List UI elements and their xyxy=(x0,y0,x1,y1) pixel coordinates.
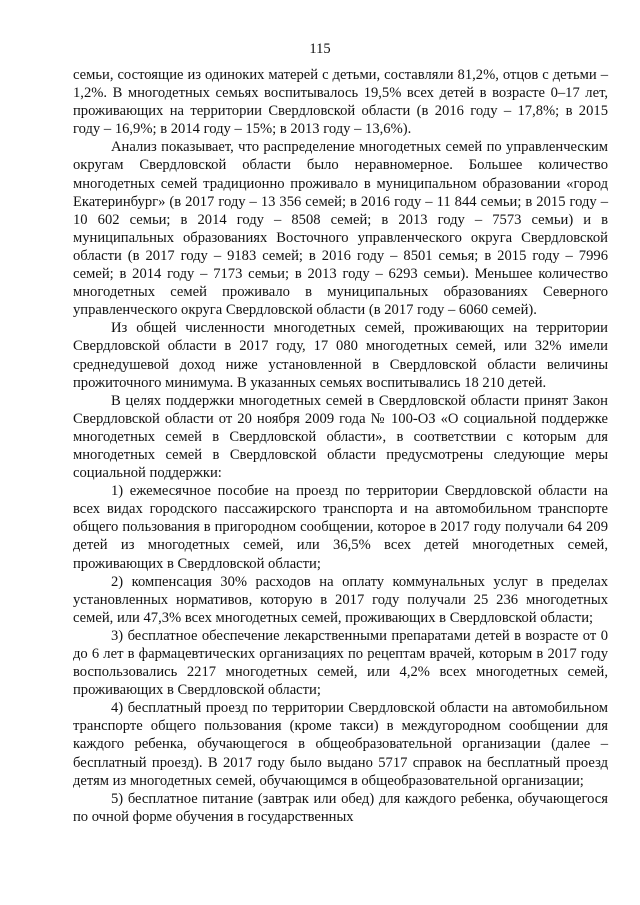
page-number: 115 xyxy=(309,41,331,57)
list-item-free-travel: 4) бесплатный проезд по территории Свердловской области на автомобильном транспорте общего пользования (кроме такси) в междугородном сообщении для каждого ребенка, обучающегося в общеобразовательной организации (далее – бесплатный проезд). В 2017 году было выдано 5717 справок на бесплатный проезд детям из многодетных семей, обучающимся в общеобразовательной организации; xyxy=(73,700,608,789)
list-item-utility-compensation: 2) компенсация 30% расходов на оплату коммунальных услуг в пределах установленных нормативов, которую в 2017 году получали 25 236 многодетных семей, или 47,3% всех многодетных семей, проживающих в Свердловской области; xyxy=(73,573,608,626)
list-item-travel-allowance: 1) ежемесячное пособие на проезд по территории Свердловской области на всех видах городского пассажирского транспорта и на автомобильном транспорте общего пользования в пригородном сообщении, которое в 2017 году получали 64 209 детей из многодетных семей, или 36,5% всех детей многодетных семей, проживающих в Свердловской области; xyxy=(73,483,608,572)
paragraph-low-income-families: Из общей численности многодетных семей, проживающих на территории Свердловской области в 2017 году, 17 080 многодетных семей, или 32% имели среднедушевой доход ниже установленной в Свердловской области величины прожиточного минимума. В указанных семьях воспитывались 18 210 детей. xyxy=(73,320,608,391)
list-item-free-meals: 5) бесплатное питание (завтрак или обед) для каждого ребенка, обучающегося по очной форме обучения в государственных xyxy=(73,790,608,825)
document-body xyxy=(73,66,608,826)
paragraph-continued: семьи, состоящие из одиноких матерей с детьми, составляли 81,2%, отцов с детьми – 1,2%. В многодетных семьях воспитывалось 19,5% всех детей в возрасте 0–17 лет, проживающих на территории Свердловской области (в 2016 году – 17,8%; в 2015 году – 16,9%; в 2014 году – 15%; в 2013 году – 13,6%). xyxy=(73,67,608,138)
list-item-free-medicines: 3) бесплатное обеспечение лекарственными препаратами детей в возрасте от 0 до 6 лет в фармацевтических организациях по рецептам врачей, которым в 2017 году воспользовались 2217 многодетных семей, или 4,2% всех многодетных семей, проживающих в Свердловской области; xyxy=(73,627,608,699)
paragraph-distribution-analysis: Анализ показывает, что распределение многодетных семей по управленческим округам Свердловской области было неравномерное. Большее количество многодетных семей традиционно проживало в муниципальном образовании «город Екатеринбург» (в 2017 году – 13 356 семей; в 2016 году – 11 844 семьи; в 2015 году – 10 602 семьи; в 2014 году – 8508 семей; в 2013 году – 7573 семьи) и в муниципальных образованиях Восточного управленческого округа Свердловской области (в 2017 году – 9183 семей; в 2016 году – 8501 семья; в 2015 году – 7996 семей; в 2014 году – 7173 семьи; в 2013 году – 6293 семьи). Меньшее количество многодетных семей проживало в муниципальных образованиях Северного управленческого округа Свердловской области (в 2017 году – 6060 семей). xyxy=(73,139,608,319)
paragraph-support-law: В целях поддержки многодетных семей в Свердловской области принят Закон Свердловской области от 20 ноября 2009 года № 100-ОЗ «О социальной поддержке многодетных семей в Свердловской области», в соответствии с которым для многодетных семей в Свердловской области предусмотрены следующие меры социальной поддержки: xyxy=(73,392,608,482)
